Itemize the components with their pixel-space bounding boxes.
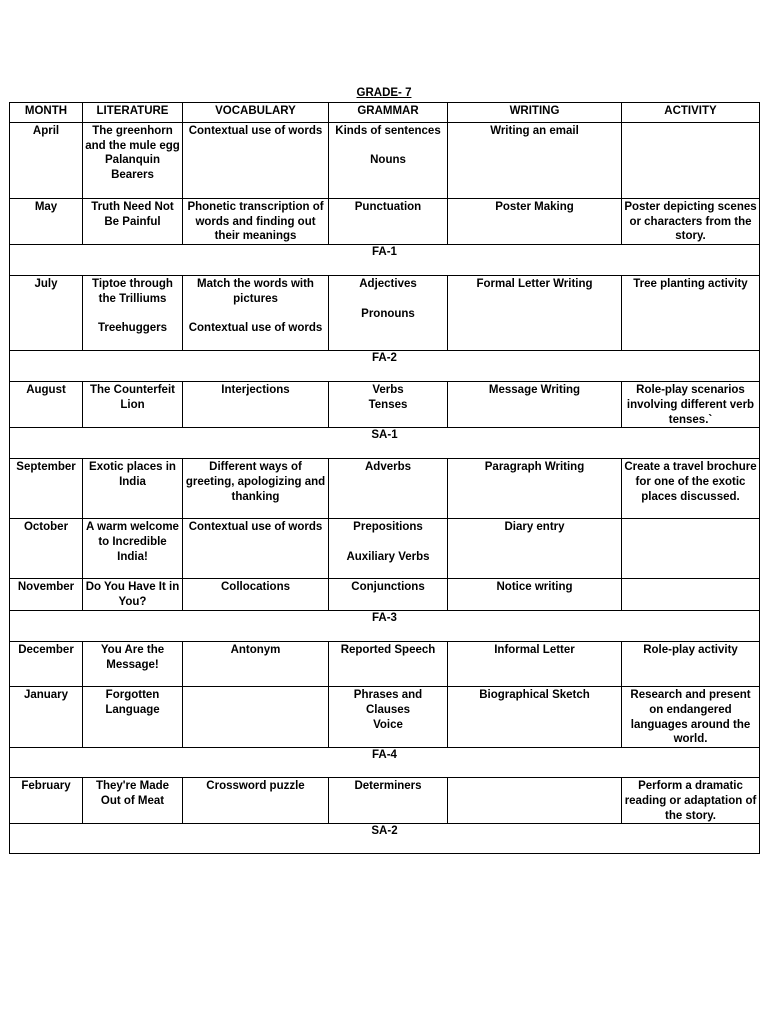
- vocabulary-cell: Interjections: [183, 382, 329, 428]
- table-row: [10, 579, 760, 611]
- vocabulary-cell: Contextual use of words: [183, 519, 329, 579]
- literature-cell: Exotic places in India: [83, 459, 183, 519]
- grammar-cell: Kinds of sentences Nouns: [329, 123, 448, 199]
- activity-cell: Tree planting activity: [622, 276, 760, 351]
- assessment-row: [10, 611, 760, 642]
- header-vocabulary: VOCABULARY: [183, 103, 329, 123]
- month-cell: April: [10, 123, 83, 199]
- writing-cell: Writing an email: [448, 123, 622, 199]
- grammar-cell: Reported Speech: [329, 642, 448, 687]
- month-cell: July: [10, 276, 83, 351]
- table-row: [10, 519, 760, 579]
- writing-cell: Poster Making: [448, 199, 622, 245]
- month-cell: October: [10, 519, 83, 579]
- curriculum-table: [9, 102, 760, 854]
- header-activity: ACTIVITY: [622, 103, 760, 123]
- literature-cell: Forgotten Language: [83, 687, 183, 748]
- assessment-label: FA-4: [10, 748, 760, 778]
- assessment-label: SA-2: [10, 824, 760, 854]
- assessment-label: FA-2: [10, 351, 760, 382]
- grammar-cell: Determiners: [329, 778, 448, 824]
- header-literature: LITERATURE: [83, 103, 183, 123]
- activity-cell: Research and present on endangered languages around the world.: [622, 687, 760, 748]
- table-row: [10, 382, 760, 428]
- literature-cell: They're Made Out of Meat: [83, 778, 183, 824]
- literature-cell: Do You Have It in You?: [83, 579, 183, 611]
- table-row: [10, 459, 760, 519]
- table-row: [10, 642, 760, 687]
- header-grammar: GRAMMAR: [329, 103, 448, 123]
- activity-cell: Role-play activity: [622, 642, 760, 687]
- activity-cell: [622, 579, 760, 611]
- writing-cell: Formal Letter Writing: [448, 276, 622, 351]
- writing-cell: Message Writing: [448, 382, 622, 428]
- vocabulary-cell: Match the words with pictures Contextual use of words: [183, 276, 329, 351]
- vocabulary-cell: Collocations: [183, 579, 329, 611]
- assessment-label: SA-1: [10, 428, 760, 459]
- assessment-row: [10, 245, 760, 276]
- month-cell: November: [10, 579, 83, 611]
- vocabulary-cell: Contextual use of words: [183, 123, 329, 199]
- writing-cell: Paragraph Writing: [448, 459, 622, 519]
- activity-cell: Poster depicting scenes or characters from the story.: [622, 199, 760, 245]
- assessment-row: [10, 351, 760, 382]
- vocabulary-cell: Crossword puzzle: [183, 778, 329, 824]
- table-row: [10, 687, 760, 748]
- month-cell: December: [10, 642, 83, 687]
- assessment-row: [10, 428, 760, 459]
- grammar-cell: Conjunctions: [329, 579, 448, 611]
- assessment-label: FA-1: [10, 245, 760, 276]
- writing-cell: [448, 778, 622, 824]
- activity-cell: Role-play scenarios involving different verb tenses.`: [622, 382, 760, 428]
- month-cell: August: [10, 382, 83, 428]
- table-row: [10, 778, 760, 824]
- page-title: [0, 87, 768, 99]
- month-cell: January: [10, 687, 83, 748]
- grade-title: GRADE- 7: [356, 87, 412, 99]
- assessment-row: [10, 824, 760, 854]
- activity-cell: Perform a dramatic reading or adaptation of the story.: [622, 778, 760, 824]
- assessment-row: [10, 748, 760, 778]
- vocabulary-cell: Different ways of greeting, apologizing and thanking: [183, 459, 329, 519]
- vocabulary-cell: Phonetic transcription of words and finding out their meanings: [183, 199, 329, 245]
- activity-cell: Create a travel brochure for one of the exotic places discussed.: [622, 459, 760, 519]
- writing-cell: Biographical Sketch: [448, 687, 622, 748]
- literature-cell: Truth Need Not Be Painful: [83, 199, 183, 245]
- grammar-cell: Prepositions Auxiliary Verbs: [329, 519, 448, 579]
- month-cell: May: [10, 199, 83, 245]
- month-cell: September: [10, 459, 83, 519]
- writing-cell: Informal Letter: [448, 642, 622, 687]
- activity-cell: [622, 123, 760, 199]
- assessment-label: FA-3: [10, 611, 760, 642]
- grammar-cell: Phrases and Clauses Voice: [329, 687, 448, 748]
- header-row: [10, 103, 760, 123]
- grammar-cell: Adjectives Pronouns: [329, 276, 448, 351]
- activity-cell: [622, 519, 760, 579]
- table-row: [10, 199, 760, 245]
- writing-cell: Diary entry: [448, 519, 622, 579]
- header-writing: WRITING: [448, 103, 622, 123]
- header-month: MONTH: [10, 103, 83, 123]
- grammar-cell: Verbs Tenses: [329, 382, 448, 428]
- literature-cell: You Are the Message!: [83, 642, 183, 687]
- table-row: [10, 276, 760, 351]
- writing-cell: Notice writing: [448, 579, 622, 611]
- literature-cell: The Counterfeit Lion: [83, 382, 183, 428]
- grammar-cell: Adverbs: [329, 459, 448, 519]
- literature-cell: A warm welcome to Incredible India!: [83, 519, 183, 579]
- vocabulary-cell: Antonym: [183, 642, 329, 687]
- month-cell: February: [10, 778, 83, 824]
- vocabulary-cell: [183, 687, 329, 748]
- grammar-cell: Punctuation: [329, 199, 448, 245]
- table-row: [10, 123, 760, 199]
- literature-cell: The greenhorn and the mule egg Palanquin Bearers: [83, 123, 183, 199]
- literature-cell: Tiptoe through the Trilliums Treehuggers: [83, 276, 183, 351]
